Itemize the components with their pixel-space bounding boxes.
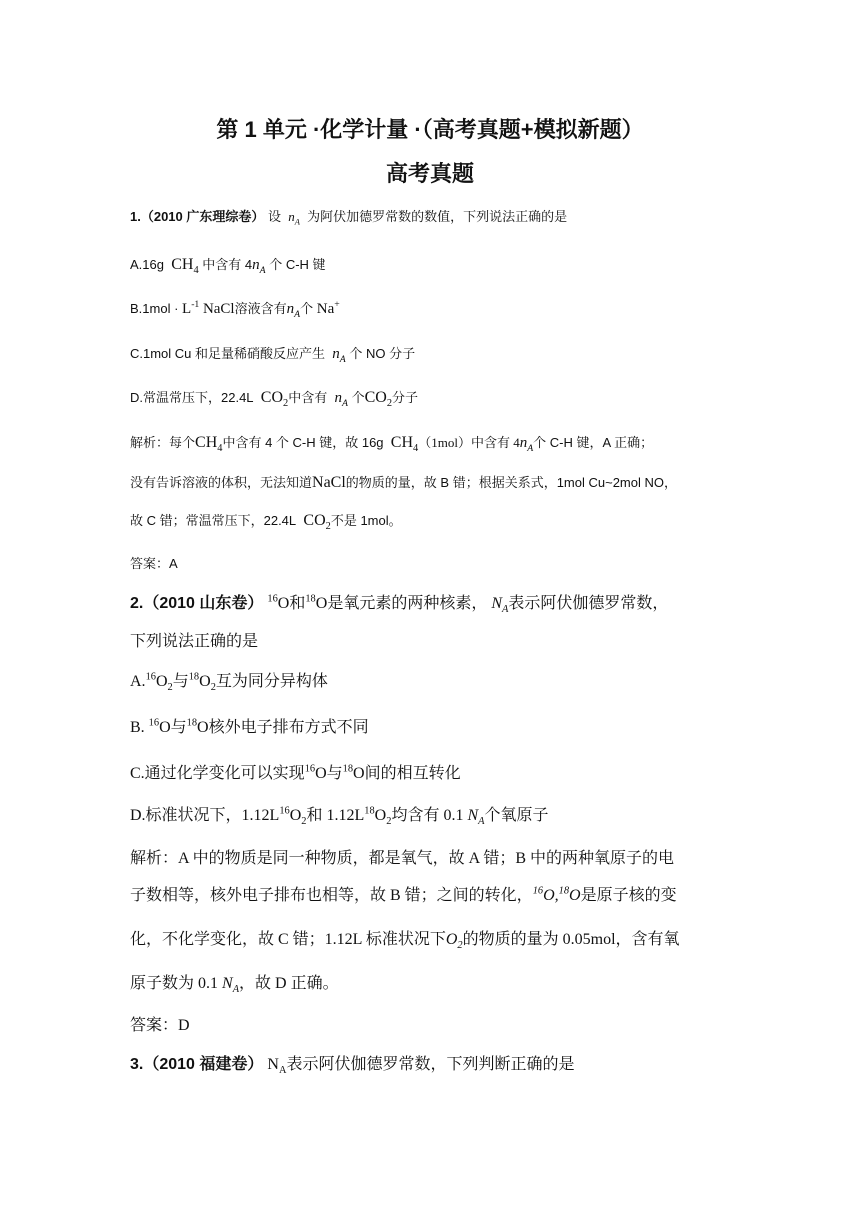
question-1-answer: 答案：A — [130, 556, 178, 571]
question-2-stem-line-1: 2.（2010 山东卷） $^{16}$O和$^{18}$O是氧元素的两种核素， $N_A$表示阿伏伽德罗常数， — [130, 593, 669, 616]
question-2-answer: 答案：D — [130, 1017, 190, 1034]
question-2-option-c: C.通过化学变化可以实现$^{16}$O与$^{18}$O间的相互转化 — [130, 763, 461, 782]
section-title: 高考真题 — [385, 161, 474, 186]
question-2-stem-line-2: 下列说法正确的是 — [130, 633, 259, 650]
question-2-explanation-line-1: 解析：A 中的物质是同一种物质，都是氧气，故 A 错；B 中的两种氧原子的电 — [130, 850, 675, 867]
question-1-option-c: C.1mol Cu 和足量稀硝酸反应产生 $n_A$ 个 NO 分子 — [130, 346, 416, 365]
question-1-stem: 1.（2010 广东理综卷） 设 $n_A$ 为阿伏加德罗常数的数值，下列说法正确的是 — [130, 209, 568, 227]
question-1-explanation-line-2: 没有告诉溶液的体积，无法知道NaCl的物质的量，故 B 错；根据关系式，1mol Cu~2mol NO， — [130, 474, 677, 491]
question-2-explanation-line-3: 化，不化学变化，故 C 错；1.12L 标准状况下$O_2$的物质的量为 0.05mol，含有氧 — [130, 931, 680, 952]
page-title: 第 1 单元 ·化学计量 ·（高考真题+模拟新题） — [216, 117, 644, 142]
question-1-option-b: $B.1mol \cdot L^{-1}$ NaCl溶液含有$n_A$个 Na+ — [130, 299, 340, 320]
question-1-explanation-line-3: 故 C 错；常温常压下，22.4L $CO_2$不是 1mol。 — [130, 512, 402, 533]
question-2-option-a: $A.^{16}O_2$与$^{18}O_2$互为同分异构体 — [130, 671, 328, 694]
question-2-option-b: B. $^{16}$O与$^{18}$O核外电子排布方式不同 — [130, 717, 369, 736]
question-2-option-d: D.标准状况下，$1.12L^{16}O_2$和 $1.12L^{18}O_2$均含有 0.1 $N_A$个氧原子 — [130, 805, 549, 828]
question-1-explanation-line-1: 解析：每个$CH_4$中含有 4 个 C-H 键，故 16g $CH_4(1mol)$中含有 $4n_A$个 C-H 键，A 正确； — [130, 434, 654, 455]
question-3-stem: 3.（2010 福建卷） $N_A$表示阿伏伽德罗常数，下列判断正确的是 — [130, 1056, 575, 1077]
question-1-option-d: D.常温常压下，22.4L $CO_2$中含有 $n_A$ 个$CO_2$分子 — [130, 389, 419, 410]
question-2-explanation-line-2: 子数相等，核外电子排布也相等，故 B 错；之间的转化，$^{16}$O,$^{18}$O是原子核的变 — [130, 885, 677, 904]
question-2-explanation-line-4: 原子数为 0.1 $N_A$，故 D 正确。 — [130, 975, 339, 996]
question-1-option-a: A.16g $CH_4$ 中含有 $4n_A$ 个 C-H 键 — [130, 256, 326, 277]
